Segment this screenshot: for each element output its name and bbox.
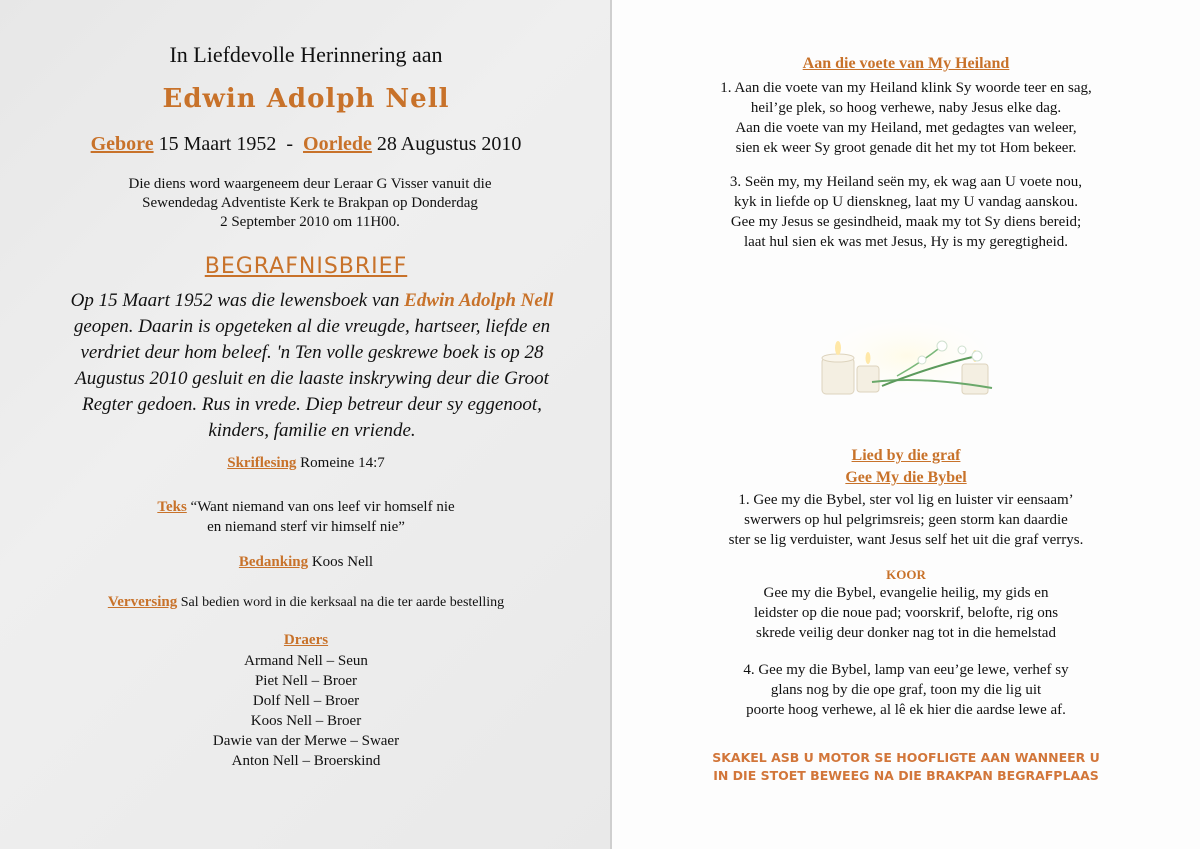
verse-line: Gee my die Bybel, evangelie heilig, my gids en — [763, 585, 1049, 601]
service-line: Die diens word waargeneem deur Leraar G Visser vanuit die — [128, 176, 492, 192]
bearer-item: Dolf Nell – Broer — [252, 693, 360, 709]
hymn2-title-2-text: Gee My die Bybel — [845, 469, 967, 486]
hymn2-verse-4 — [612, 660, 1200, 720]
bearer-item: Dawie van der Merwe – Swaer — [212, 733, 400, 749]
teks-line-2: en niemand sterf vir himself nie” — [207, 519, 405, 535]
verse-line: Aan die voete van my Heiland, met gedagtes van weleer, — [735, 120, 1077, 136]
deceased-name: Edwin Adolph Nell — [162, 84, 450, 114]
skriflesing-text: Romeine 14:7 — [300, 455, 385, 471]
bedanking-label: Bedanking — [238, 554, 309, 570]
candles-flowers-image — [802, 296, 1012, 406]
died-label: Oorlede — [303, 133, 372, 155]
service-line: 2 September 2010 om 11H00. — [220, 214, 400, 230]
service-details — [90, 175, 530, 232]
verse-line: ster se lig verduister, want Jesus self het uit die graf verrys. — [728, 532, 1084, 548]
hymn2-verse-1 — [612, 490, 1200, 550]
notice-line: IN DIE STOET BEWEEG NA DIE BRAKPAN BEGRAFPLAAS — [713, 768, 1099, 783]
verversing-label: Verversing — [107, 594, 178, 610]
notice-line: SKAKEL ASB U MOTOR SE HOOFLIGTE AAN WANNEER U — [712, 750, 1100, 765]
hymn1-title — [612, 55, 1200, 73]
funeral-letter — [62, 288, 562, 444]
hymn2-title-1 — [612, 447, 1200, 465]
bearer-item: Anton Nell – Broerskind — [231, 753, 381, 769]
hymn1-verse-1 — [612, 78, 1200, 158]
brief-text-before: Op 15 Maart 1952 was die lewensboek van — [70, 290, 400, 311]
skriflesing-label: Skriflesing — [227, 455, 297, 471]
date-separator: - — [286, 133, 294, 155]
verse-line: 1. Gee my die Bybel, ster vol lig en luister vir eensaam’ — [738, 492, 1074, 508]
hymn2-title-2 — [612, 469, 1200, 487]
bearer-item: Piet Nell – Broer — [254, 673, 358, 689]
born-date: 15 Maart 1952 — [158, 133, 277, 155]
teks-line-1: “Want niemand van ons leef vir homself nie — [190, 499, 455, 515]
verversing-row — [0, 594, 612, 611]
brief-title: BEGRAFNISBRIEF — [204, 254, 408, 279]
verse-line: kyk in liefde op U dienskneg, laat my U vandag aanskou. — [733, 194, 1079, 210]
verse-line: Gee my Jesus se gesindheid, maak my tot Sy diens bereid; — [730, 214, 1082, 230]
verse-line: sien ek weer Sy groot genade dit het my tot Hom bekeer. — [735, 140, 1077, 156]
draers-label: Draers — [283, 632, 329, 648]
hymn2-title-1-text: Lied by die graf — [851, 447, 961, 464]
hymn2-chorus — [612, 583, 1200, 643]
bearer-item: Koos Nell – Broer — [250, 713, 362, 729]
teks-label: Teks — [157, 499, 187, 515]
verse-line: poorte hoog verhewe, al lê ek hier die aardse lewe af. — [746, 702, 1066, 718]
hymn1-verse-3 — [612, 172, 1200, 252]
verse-line: swerwers op hul pelgrimsreis; geen storm kan daardie — [744, 512, 1068, 528]
bedanking-row — [0, 554, 612, 571]
born-label: Gebore — [90, 133, 154, 155]
brief-name: Edwin Adolph Nell — [404, 290, 554, 311]
bedanking-text: Koos Nell — [311, 554, 374, 570]
verse-line: 3. Seën my, my Heiland seën my, ek wag aan U voete nou, — [729, 174, 1083, 190]
verse-line: leidster op die noue pad; voorskrif, belofte, rig ons — [753, 605, 1059, 621]
verse-line: 4. Gee my die Bybel, lamp van eeu’ge lewe, verhef sy — [743, 662, 1069, 678]
verse-line: 1. Aan die voete van my Heiland klink Sy woorde teer en sag, — [720, 80, 1092, 96]
verse-line: heil’ge plek, so hoog verhewe, naby Jesus elke dag. — [750, 100, 1062, 116]
dates-line — [0, 133, 612, 156]
verse-line: glans nog by die ope graf, toon my die lig uit — [770, 682, 1042, 698]
headlights-notice — [612, 749, 1200, 785]
teks-row — [0, 497, 612, 537]
verversing-text: Sal bedien word in die kerksaal na die ter aarde bestelling — [180, 595, 505, 610]
bearer-item: Armand Nell – Seun — [244, 653, 368, 669]
right-page — [612, 0, 1200, 849]
draers-heading — [0, 632, 612, 649]
verse-line: laat hul sien ek was met Jesus, Hy is my geregtigheid. — [743, 234, 1069, 250]
koor-label: KOOR — [886, 567, 926, 582]
hymn1-title-text: Aan die voete van My Heiland — [802, 55, 1010, 72]
service-line: Sewendedag Adventiste Kerk te Brakpan op Donderdag — [142, 195, 478, 211]
intro-heading: In Liefdevolle Herinnering aan — [169, 42, 443, 67]
verse-line: skrede veilig deur donker nag tot in die hemelstad — [756, 625, 1056, 641]
brief-text-after: geopen. Daarin is opgeteken al die vreugde, hartseer, liefde en verdriet deur hom beleef. 'n Ten volle geskrewe boek is op 28 Augustus 2010 gesluit en die laaste inskrywing deur die Groot Regter gedoen. Rus in vrede. Diep betreur deur sy eggenoot, kinders, familie en vriende. — [73, 316, 551, 441]
bearers-list — [0, 651, 612, 771]
died-date: 28 Augustus 2010 — [376, 133, 522, 155]
skriflesing-row — [0, 455, 612, 472]
